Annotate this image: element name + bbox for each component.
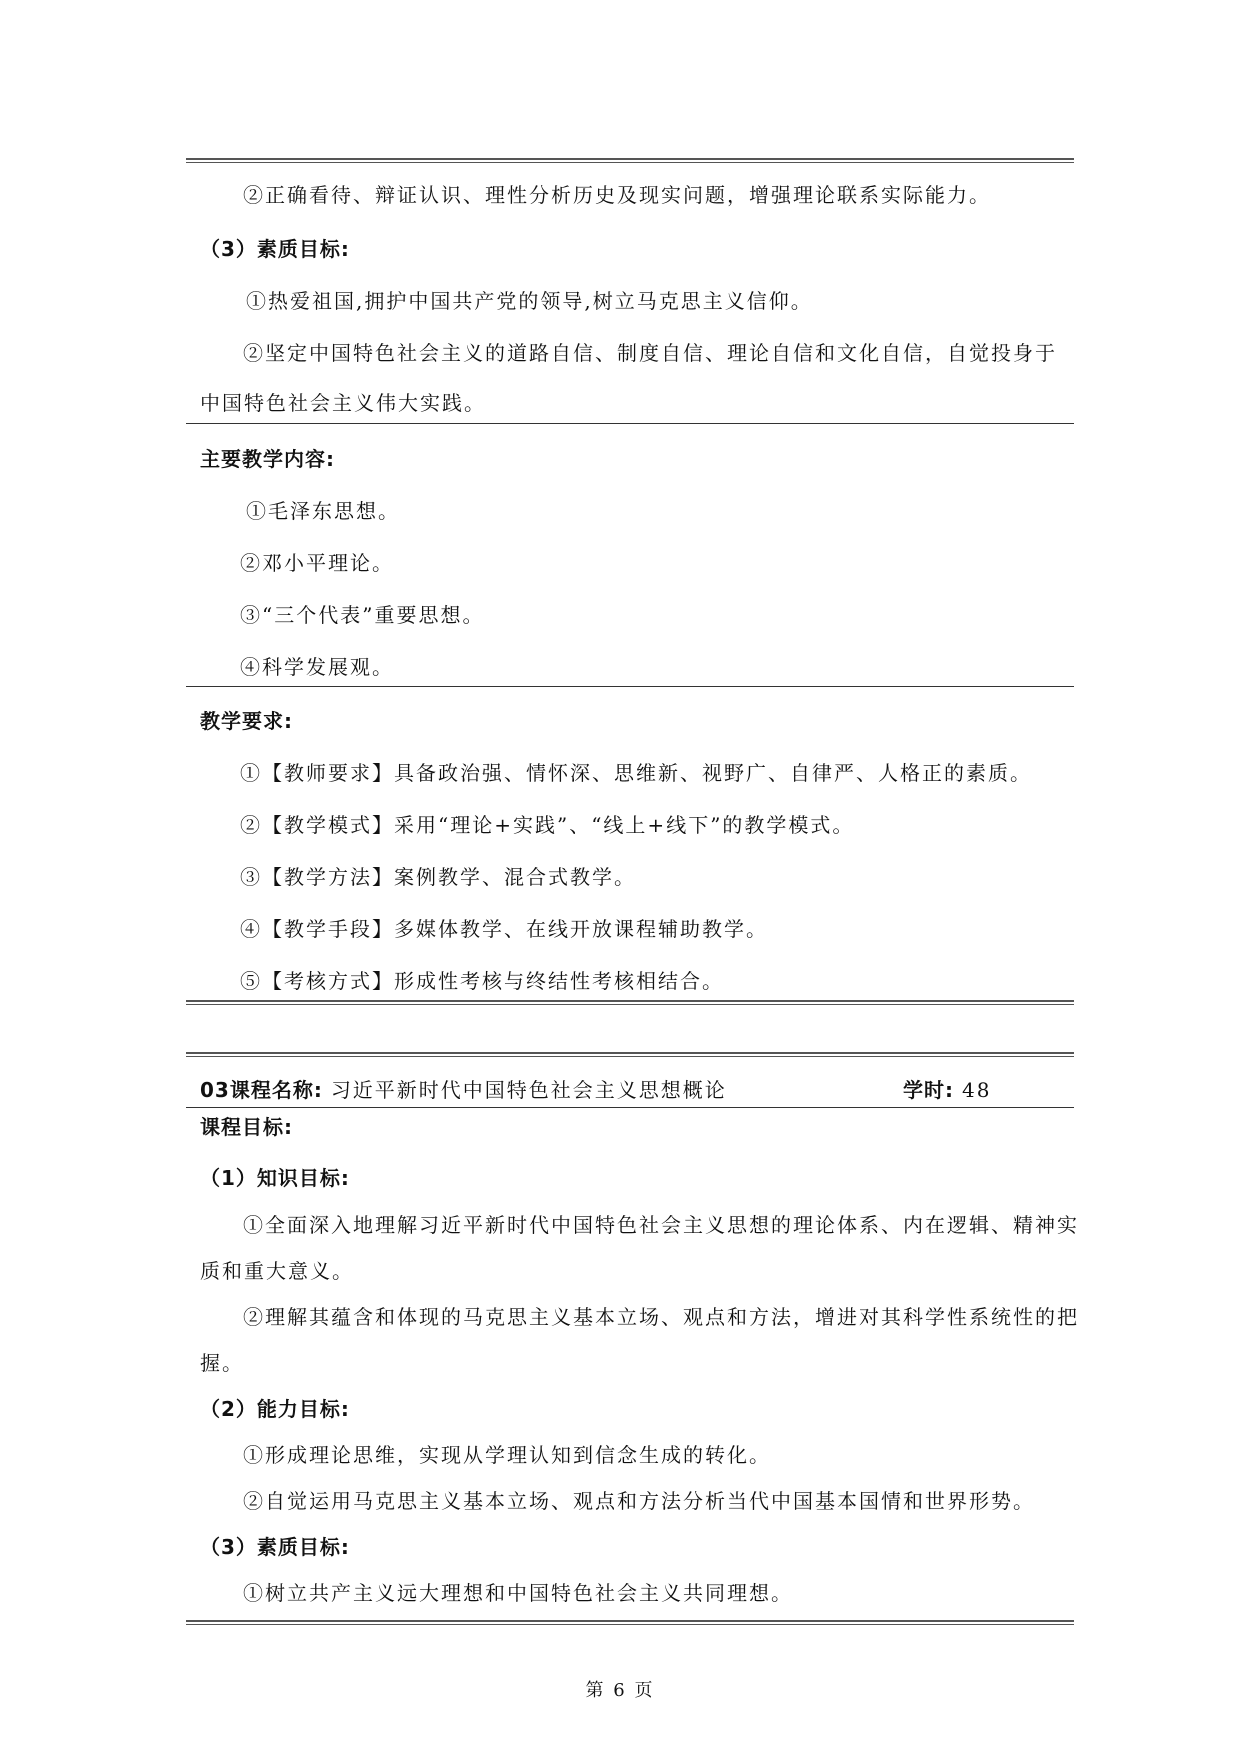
section-divider-1 [186, 423, 1074, 424]
main-content-item-4: ④科学发展观。 [240, 655, 394, 679]
requirement-item-1: ①【教师要求】具备政治强、情怀深、思维新、视野广、自律严、人格正的素质。 [240, 761, 1032, 785]
quality-item-2-line-1: ②坚定中国特色社会主义的道路自信、制度自信、理论自信和文化自信，自觉投身于 [243, 341, 1057, 365]
course-hours-label: 学时: [903, 1078, 954, 1102]
ability-item-2-course03: ②自觉运用马克思主义基本立场、观点和方法分析当代中国基本国情和世界形势。 [243, 1489, 1035, 1513]
knowledge-item-2-line-1: ②理解其蕴含和体现的马克思主义基本立场、观点和方法，增进对其科学性系统性的把 [243, 1305, 1079, 1329]
course-name-label: 03课程名称: [200, 1078, 323, 1102]
ability-item-2: ②正确看待、辩证认识、理性分析历史及现实问题，增强理论联系实际能力。 [243, 183, 991, 207]
page-number: 第 6 页 [585, 1680, 655, 1701]
course-objectives-heading: 课程目标: [200, 1115, 293, 1139]
ability-heading: （2）能力目标: [200, 1397, 350, 1421]
bottom-border-rule [186, 1620, 1074, 1625]
knowledge-item-2-line-2: 握。 [200, 1351, 244, 1375]
course-hours [903, 1075, 991, 1105]
knowledge-item-1-line-1: ①全面深入地理解习近平新时代中国特色社会主义思想的理论体系、内在逻辑、精神实 [243, 1213, 1079, 1237]
main-content-item-3: ③“三个代表”重要思想。 [240, 603, 485, 627]
top-border-rule [186, 158, 1074, 163]
course-name-value: 习近平新时代中国特色社会主义思想概论 [330, 1078, 727, 1102]
section-end-rule [186, 1000, 1074, 1005]
main-content-heading: 主要教学内容: [200, 447, 335, 471]
quality-item-1: ①热爱祖国,拥护中国共产党的领导,树立马克思主义信仰。 [246, 289, 813, 313]
main-content-item-1: ①毛泽东思想。 [246, 499, 400, 523]
main-content-item-2: ②邓小平理论。 [240, 551, 394, 575]
course-start-rule [186, 1052, 1074, 1057]
course-name-row [200, 1075, 727, 1105]
section-divider-2 [186, 686, 1074, 687]
course-header-divider [186, 1107, 1074, 1108]
requirement-item-2: ②【教学模式】采用“理论+实践”、“线上+线下”的教学模式。 [240, 813, 855, 837]
quality-heading-course03: （3）素质目标: [200, 1535, 350, 1559]
quality-item-1-course03: ①树立共产主义远大理想和中国特色社会主义共同理想。 [243, 1581, 793, 1605]
knowledge-heading: （1）知识目标: [200, 1166, 350, 1190]
requirement-item-4: ④【教学手段】多媒体教学、在线开放课程辅助教学。 [240, 917, 768, 941]
requirement-item-3: ③【教学方法】案例教学、混合式教学。 [240, 865, 636, 889]
quality-heading: （3）素质目标: [200, 237, 350, 261]
knowledge-item-1-line-2: 质和重大意义。 [200, 1259, 354, 1283]
requirement-item-5: ⑤【考核方式】形成性考核与终结性考核相结合。 [240, 969, 724, 993]
requirements-heading: 教学要求: [200, 709, 293, 733]
ability-item-1: ①形成理论思维，实现从学理认知到信念生成的转化。 [243, 1443, 771, 1467]
course-hours-value: 48 [961, 1078, 992, 1102]
quality-item-2-line-2: 中国特色社会主义伟大实践。 [200, 391, 486, 415]
